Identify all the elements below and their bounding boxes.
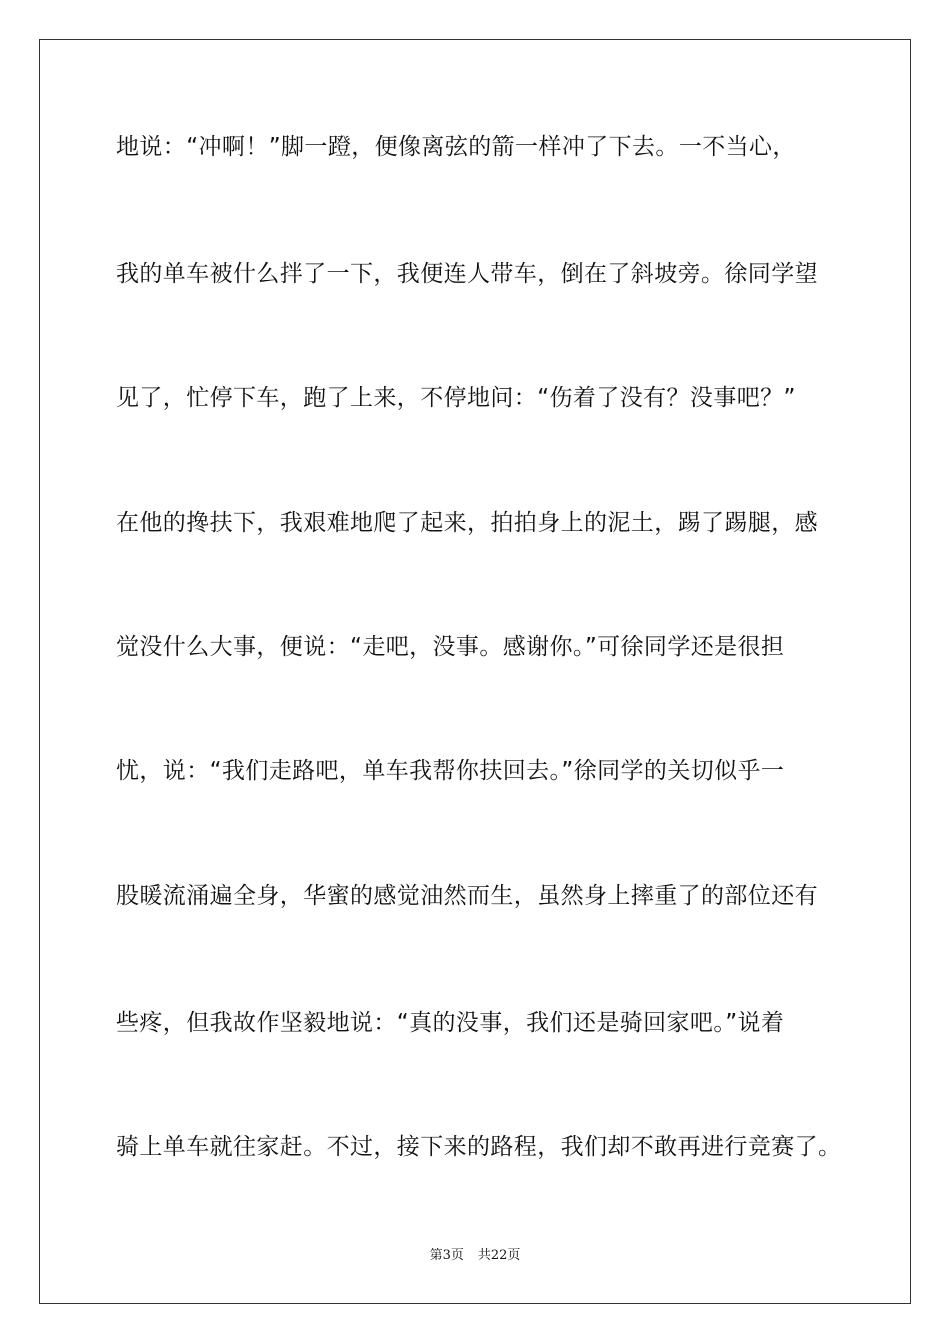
current-page-number: 第3页 (429, 1248, 464, 1263)
text-line: 忧，说：“我们走路吧，单车我帮你扶回去。”徐同学的关切似乎一 (116, 758, 785, 784)
text-line: 骑上单车就往家赶。不过，接下来的路程，我们却不敢再进行竞赛了。 (116, 1134, 842, 1160)
page-border (39, 39, 911, 1304)
page-footer (0, 1247, 950, 1265)
text-line: 觉没什么大事，便说：“走吧，没事。感谢你。”可徐同学还是很担 (116, 634, 785, 660)
text-line: 见了，忙停下车，跑了上来，不停地问：“伤着了没有？没事吧？” (116, 385, 796, 411)
text-line: 在他的搀扶下，我艰难地爬了起来，拍拍身上的泥土，踢了踢腿，感 (116, 510, 818, 536)
text-line: 些疼，但我故作坚毅地说：“真的没事，我们还是骑回家吧。”说着 (116, 1010, 785, 1036)
total-pages: 共22页 (477, 1248, 521, 1263)
text-line: 我的单车被什么拌了一下，我便连人带车，倒在了斜坡旁。徐同学望 (116, 261, 818, 287)
text-line: 股暖流涌遍全身，华蜜的感觉油然而生，虽然身上摔重了的部位还有 (116, 883, 818, 909)
text-line: 地说：“冲啊！”脚一蹬，便像离弦的箭一样冲了下去。一不当心， (116, 134, 796, 160)
